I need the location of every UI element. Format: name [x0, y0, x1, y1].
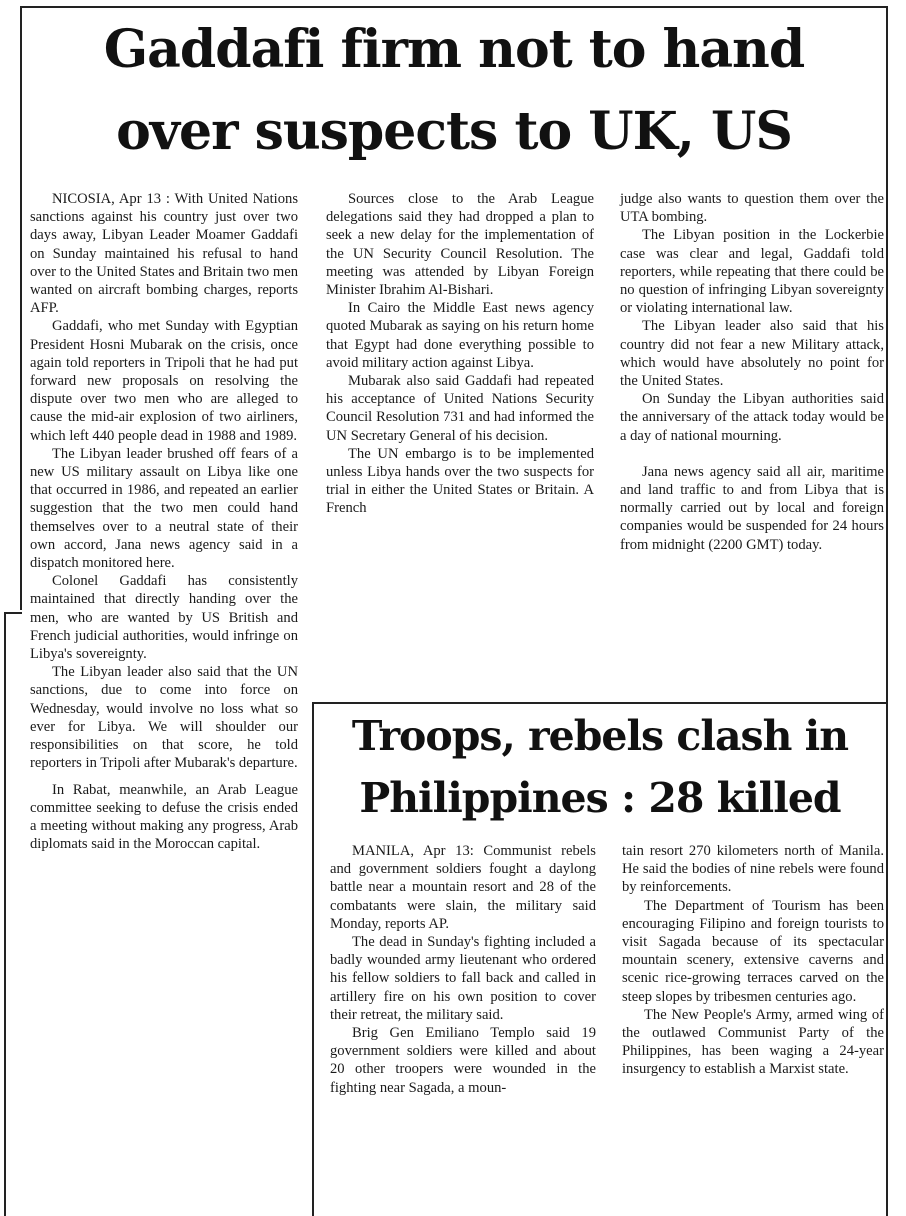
story1-column-1: [30, 190, 298, 853]
paragraph: The New People's Army, armed wing of the outlawed Communist Party of the Philippines, has been waging a 24-year insurgency to establish a Marxist state.: [622, 1006, 884, 1078]
paragraph: Brig Gen Emiliano Templo said 19 government soldiers were killed and about 20 other troopers were wounded in the fighting near Sagada, a moun-: [330, 1025, 596, 1096]
headline-story1-line1: Gaddafi firm not to hand: [103, 19, 805, 80]
paragraph: The Libyan leader also said that the UN sanctions, due to come into force on Wednesday, would involve no loss what so ever for Libya. We will shoulder our responsibilities on that score, he told reporters in Tripoli after Mubarak's departure.: [30, 664, 298, 772]
paragraph: Sources close to the Arab League delegations said they had dropped a plan to seek a new delay for the implementation of the UN Security Council Resolution. The meeting was attended by Libyan Foreign Minister Ibrahim Al-Bishari.: [326, 191, 594, 299]
left-rule: [20, 6, 22, 610]
paragraph: Colonel Gaddafi has consistently maintained that directly handing over the men, who are wanted by US British and French judicial authorities, would infringe on Libya's sovereignty.: [30, 573, 298, 663]
paragraph: The Libyan leader also said that his country did not fear a new Military attack, which would have absolutely no point for the United States.: [620, 318, 884, 390]
paragraph: Jana news agency said all air, maritime and land traffic to and from Libya that is normally carried out by local and foreign companies would be suspended for 24 hours from midnight (2200 GMT) today.: [620, 463, 884, 553]
paragraph: The Libyan leader brushed off fears of a new US military assault on Libya like one that occurred in 1986, and repeated an earlier suggestion that the two men could hand themselves over to a neutral state of their own accord, Jana news agency said in a dispatch monitored here.: [30, 445, 298, 572]
paragraph: The dead in Sunday's fighting included a badly wounded army lieutenant who ordered his fellow soldiers to fall back and called in artillery fire on his own position to cover their retreat, the military said.: [330, 934, 596, 1023]
paragraph: Gaddafi, who met Sunday with Egyptian President Hosni Mubarak on the crisis, once again told reporters in Tripoli that he had put forward new proposals on resolving the dispute over two men who are alleged to cause the mid-air explosion of two airliners, which left 440 people dead in 1988 and 1989.: [30, 318, 298, 444]
story2-column-1: [330, 842, 596, 1097]
headline-story1-line2: over suspects to UK, US: [116, 101, 792, 162]
paragraph: The UN embargo is to be implemented unless Libya hands over the two suspects for trial in either the United States or Britain. A French: [326, 445, 594, 517]
paragraph: In Cairo the Middle East news agency quoted Mubarak as saying on his return home that Egypt had done everything possible to avoid military action against Libya.: [326, 300, 594, 371]
paragraph: judge also wants to question them over the UTA bombing.: [620, 191, 884, 226]
paragraph: MANILA, Apr 13: Communist rebels and government soldiers fought a daylong battle near a mountain resort and 28 of the combatants were slain, the military said Monday, reports AP.: [330, 843, 596, 932]
top-rule: [20, 6, 886, 8]
headline-story2-line2: Philippines : 28 killed: [359, 774, 841, 822]
paragraph: On Sunday the Libyan authorities said the anniversary of the attack today would be a day of national mourning.: [620, 391, 884, 444]
paragraph: tain resort 270 kilometers north of Manila. He said the bodies of nine rebels were found by reinforcements.: [622, 843, 884, 896]
right-rule: [886, 6, 888, 1216]
story1-column-3: [620, 190, 884, 554]
inner-top-rule: [312, 702, 886, 704]
paragraph: NICOSIA, Apr 13 : With United Nations sanctions against his country just over two days away, Libyan Leader Moamer Gaddafi on Sunday maintained his refusal to hand over to the United States and Britain two men wanted on aircraft bombing charges, reports AFP.: [30, 191, 298, 317]
paragraph: The Libyan position in the Lockerbie case was clear and legal, Gaddafi told reporters, while repeating that there could be no question of infringing Libyan sovereignty or violating international law.: [620, 227, 884, 317]
left-bracket-top: [4, 612, 22, 614]
paragraph: In Rabat, meanwhile, an Arab League committee seeking to defuse the crisis ended a meeting without making any progress, Arab diplomats said in the Moroccan capital.: [30, 781, 298, 853]
story2-column-2: [622, 842, 884, 1079]
paragraph: Mubarak also said Gaddafi had repeated his acceptance of United Nations Security Council Resolution 731 and had informed the UN Secretary General of his decision.: [326, 373, 594, 444]
headline-story2-line1: Troops, rebels clash in: [351, 712, 849, 760]
left-bracket-rule: [4, 612, 6, 1216]
story1-column-2: [326, 190, 594, 518]
paragraph: The Department of Tourism has been encouraging Filipino and foreign tourists to visit Sagada because of its spectacular mountain scenery, extensive caverns and scenic rice-growing terraces carved on the steep slopes by tribesmen centuries ago.: [622, 897, 884, 1005]
